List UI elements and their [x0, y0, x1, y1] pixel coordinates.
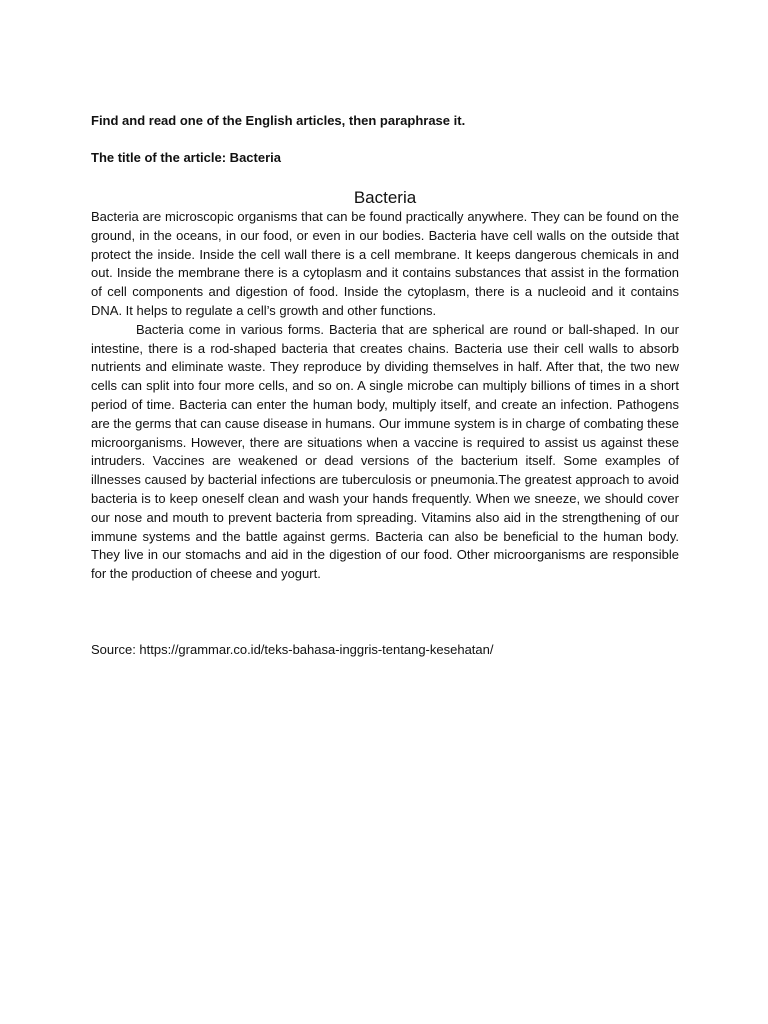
assignment-instruction: Find and read one of the English articles, then paraphrase it. [91, 113, 466, 128]
article-heading: Bacteria [353, 188, 417, 207]
article-paragraph-1: Bacteria are microscopic organisms that can be found practically anywhere. They can be found on the ground, in the oceans, in our food, or even in our bodies. Bacteria have cell walls on the outside that protect the inside. Inside the cell wall there is a cell membrane. It keeps dangerous chemicals in and out. Inside the membrane there is a cytoplasm and it contains substances that assist in the formation of cell components and digestion of food. Inside the cytoplasm, there is a nucleoid and it contains DNA. It helps to regulate a cell’s growth and other functions. [91, 209, 679, 318]
article-body [91, 208, 679, 584]
article-title-line: The title of the article: Bacteria [91, 150, 281, 165]
article-paragraph-2: Bacteria come in various forms. Bacteria that are spherical are round or ball-shaped. In our intestine, there is a rod-shaped bacteria that creates chains. Bacteria use their cell walls to absorb nutrients and eliminate waste. They reproduce by dividing themselves in half. After that, the two new cells can split into four more cells, and so on. A single microbe can multiply billions of times in a short period of time. Bacteria can enter the human body, multiply itself, and create an infection. Pathogens are the germs that can cause disease in humans. Our immune system is in charge of combating these microorganisms. However, there are situations when a vaccine is required to assist us against these intruders. Vaccines are weakened or dead versions of the bacterium itself. Some examples of illnesses caused by bacterial infections are tuberculosis or pneumonia.The greatest approach to avoid bacteria is to keep oneself clean and wash your hands frequently. When we sneeze, we should cover our nose and mouth to prevent bacteria from spreading. Vitamins also aid in the strengthening of our immune systems and the battle against germs. Bacteria can also be beneficial to the human body. They live in our stomachs and aid in the digestion of our food. Other microorganisms are responsible for the production of cheese and yogurt. [91, 321, 679, 582]
source-citation: Source: https://grammar.co.id/teks-bahasa-inggris-tentang-kesehatan/ [91, 642, 494, 657]
